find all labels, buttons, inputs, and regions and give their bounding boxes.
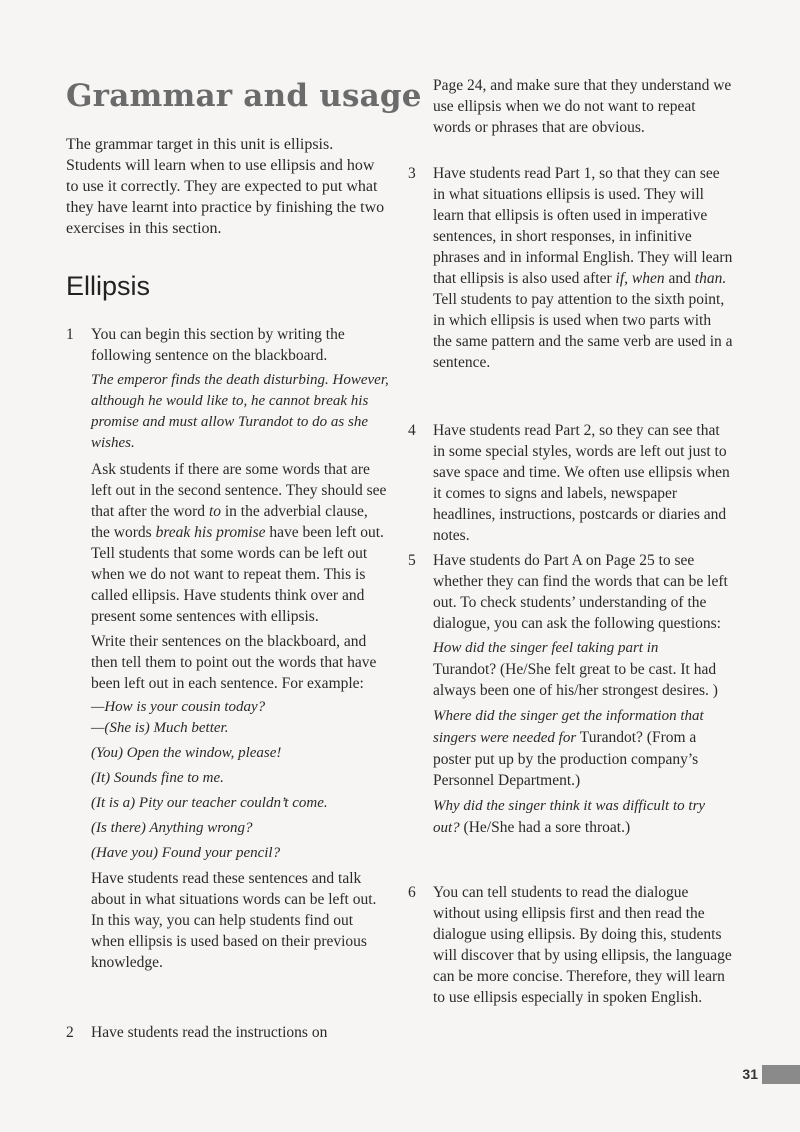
text-run: Turandot? (He/She felt great to be cast. It had always been one of his/her strongest desires. ) [433, 661, 718, 699]
page-number-bar [762, 1065, 800, 1084]
text-run: Tell students to pay attention to the sixth point, in which ellipsis is used when two parts with the same pattern and the same verb are used in a sentence. [433, 291, 733, 371]
example: (Is there) Anything wrong? [91, 820, 253, 836]
example-list [91, 697, 389, 864]
text-run: Turandot? (From a poster put up by the production company’s Personnel Department.) [433, 729, 699, 789]
item-paragraph: Write their sentences on the blackboard, and then tell them to point out the words that have been left out in each sentence. For example: [91, 633, 377, 692]
question [433, 795, 733, 839]
item-paragraph: Have students read these sentences and talk about in what situations words can be left out. In this way, you can help students find out when ellipsis is used based on their previous knowledge. [91, 870, 377, 971]
list-number: 6 [408, 884, 416, 901]
section-subheading: Ellipsis [66, 271, 151, 301]
list-item-1 [91, 324, 389, 973]
example: (Have you) Found your pencil? [91, 845, 281, 861]
page-heading: Grammar and usage [66, 78, 422, 114]
text-run: in the adverbial clause, the words [91, 503, 368, 541]
text-run: Ask students if there are some words that are left out in the second sentence. They should see that after the word [91, 461, 387, 520]
list-item-5 [433, 550, 733, 839]
quote: The emperor finds the death disturbing. However, although he would like to, he cannot break his promise and must allow Turandot to do as she wishes. [91, 372, 389, 451]
page-number: 31 [742, 1066, 758, 1082]
example: (It is a) Pity our teacher couldn’t come. [91, 795, 328, 811]
text-run: have been left out. Tell students that some words can be left out when we do not want to repeat them. This is called ellipsis. Have students think over and present some sentences with ellipsis. [91, 524, 384, 625]
item-paragraph [91, 459, 389, 627]
list-item-2: Have students read the instructions on [91, 1024, 328, 1041]
text-run: break his promise [155, 524, 266, 541]
list-number: 1 [66, 326, 74, 343]
example: —(She is) Much better. [91, 720, 229, 736]
text-run: if, when [615, 270, 665, 287]
question [433, 705, 733, 791]
example: —How is your cousin today? [91, 699, 266, 715]
list-number: 5 [408, 552, 416, 569]
example: (It) Sounds fine to me. [91, 770, 224, 786]
list-number: 4 [408, 422, 416, 439]
list-item-2-continued: Page 24, and make sure that they understand we use ellipsis when we do not want to repeat words or phrases that are obvious. [433, 77, 732, 136]
text-run: How did the singer feel taking part in [433, 640, 659, 656]
list-number: 2 [66, 1024, 74, 1041]
list-item-6: You can tell students to read the dialogue without using ellipsis first and then read the dialogue using ellipsis. By doing this, students will discover that by using ellipsis, the language can be more concise. Therefore, they will learn to use ellipsis especially in spoken English. [433, 884, 732, 1006]
list-item-4: Have students read Part 2, so they can see that in some special styles, words are left out just to save space and time. We often use ellipsis when it comes to signs and labels, newspaper headlines, instructions, postcards or diaries and notes. [433, 422, 730, 544]
text-run: and [664, 270, 695, 287]
list-item-3 [433, 163, 733, 373]
text-run: Where did the singer get the information that singers were needed for [433, 708, 704, 746]
text-run: Have students read Part 1, so that they can see in what situations ellipsis is used. They will learn that ellipsis is often used in imperative sentences, in short responses, in infinitive phrases and in informal English. They will learn that ellipsis is also used after [433, 165, 733, 287]
text-run: than. [694, 270, 727, 287]
example: (You) Open the window, please! [91, 745, 282, 761]
item-text: You can begin this section by writing the following sentence on the blackboard. [91, 326, 345, 364]
intro-paragraph: The grammar target in this unit is ellipsis. Students will learn when to use ellipsis and how to use it correctly. They are expected to put what they have learnt into practice by finishing the two exercises in this section. [66, 136, 385, 237]
text-run: Why did the singer think it was difficult to try out? [433, 798, 706, 836]
item-text: Have students do Part A on Page 25 to see whether they can find the words that can be left out. To check students’ understanding of the dialogue, you can ask the following questions: [433, 552, 728, 632]
text-run: to [208, 503, 221, 520]
question [433, 637, 733, 701]
text-run: (He/She had a sore throat.) [459, 819, 631, 836]
list-number: 3 [408, 165, 416, 182]
